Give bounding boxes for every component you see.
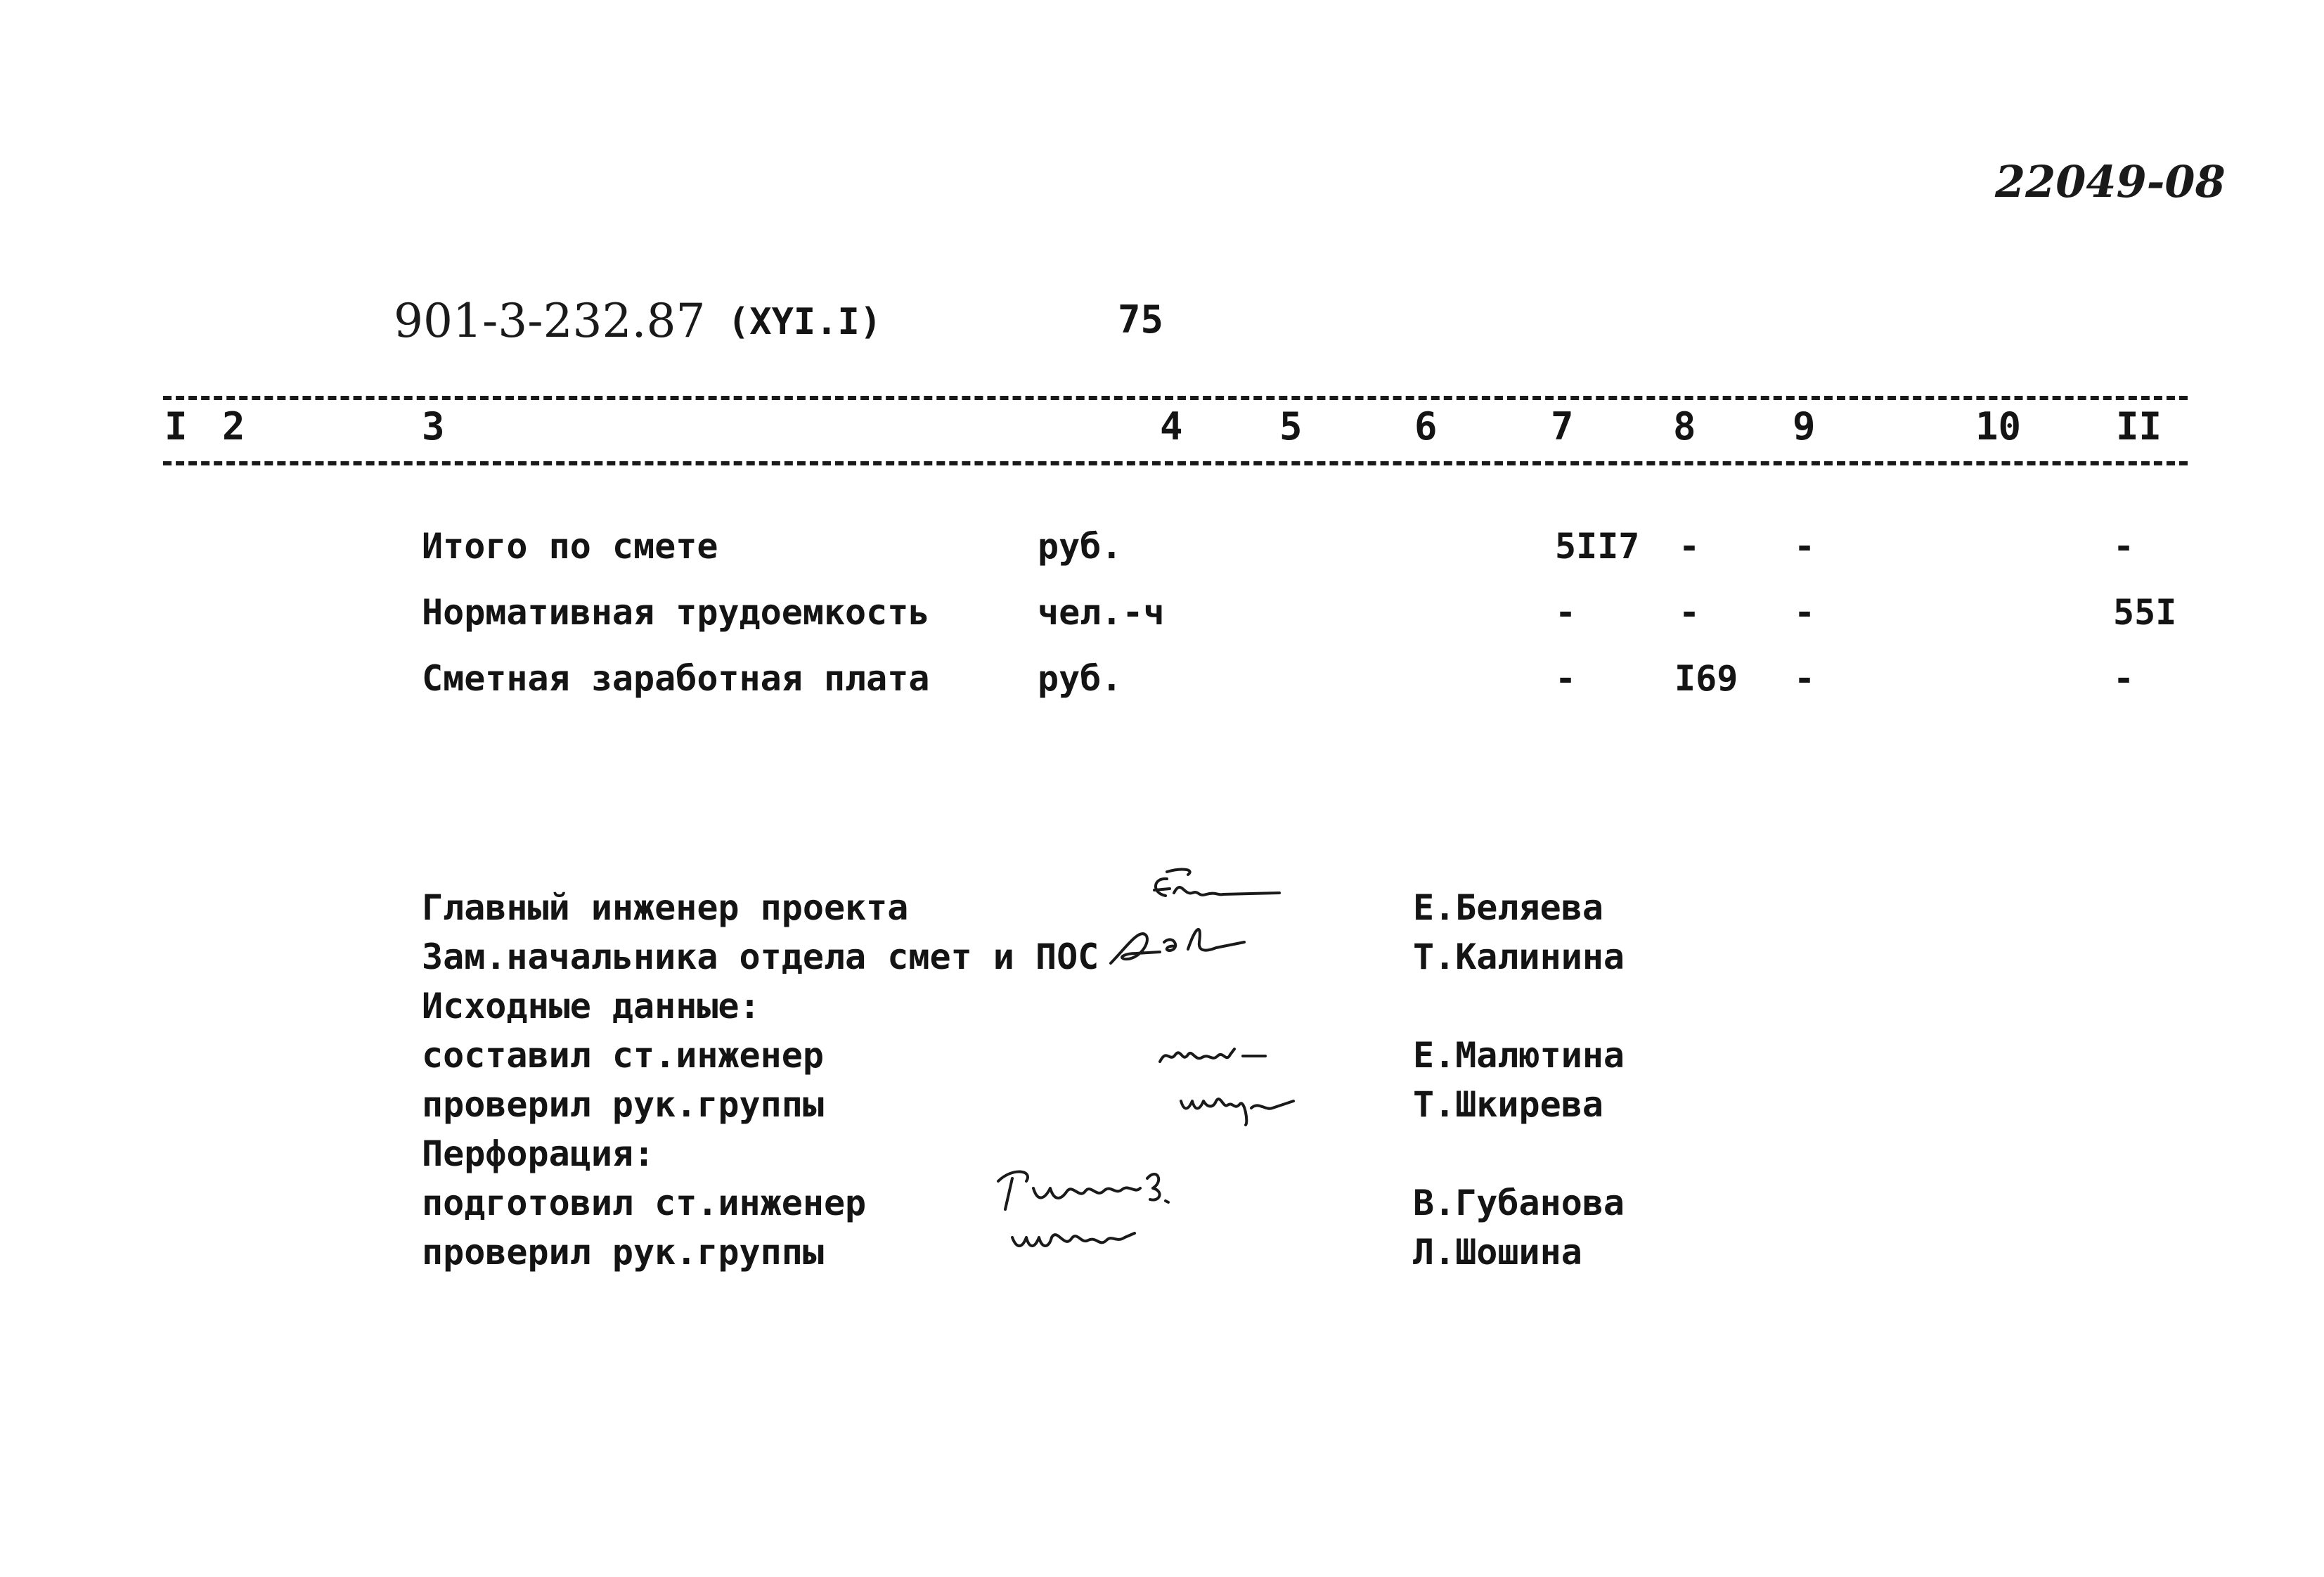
row-cell-col8: I69 <box>1674 658 1738 699</box>
column-number: I <box>164 404 188 449</box>
signatory-title: Главный инженер проекта <box>422 887 909 928</box>
signatory-name: Т.Калинина <box>1413 936 1625 977</box>
signatory-title: проверил рук.группы <box>422 1232 824 1273</box>
row-cell-col9: - <box>1794 526 1816 567</box>
row-cell-col11: - <box>2113 526 2135 567</box>
signatory-name: Е.Беляева <box>1413 887 1603 928</box>
column-number: 3 <box>422 404 445 449</box>
album-number: (XYI.I) <box>728 301 882 343</box>
row-cell-col8: - <box>1679 592 1700 633</box>
signatory-title: Зам.начальника отдела смет и ПОС <box>422 936 1099 977</box>
row-name: Итого по смете <box>422 526 718 567</box>
signatory-name: Т.Шкирева <box>1413 1084 1603 1125</box>
signatory-name: В.Губанова <box>1413 1183 1625 1223</box>
column-number: 2 <box>222 404 245 449</box>
project-code: 901-3-232.87 <box>394 294 706 348</box>
row-cell-col9: - <box>1794 592 1816 633</box>
column-number: 4 <box>1160 404 1183 449</box>
row-unit: руб. <box>1038 658 1123 699</box>
signature-deputy-head <box>1097 914 1258 977</box>
section-heading: Исходные данные: <box>422 986 761 1026</box>
row-unit: чел.-ч <box>1038 592 1165 633</box>
column-number: 10 <box>1975 404 2022 449</box>
column-number: II <box>2116 404 2162 449</box>
row-cell-col7: - <box>1555 592 1577 633</box>
signatory-title: составил ст.инженер <box>422 1035 824 1076</box>
signatory-name: Е.Малютина <box>1413 1035 1625 1076</box>
column-number: 6 <box>1414 404 1438 449</box>
row-unit: руб. <box>1038 526 1123 567</box>
column-number: 7 <box>1551 404 1574 449</box>
row-cell-col7: - <box>1555 658 1577 699</box>
row-cell-col11: 55I <box>2113 592 2177 633</box>
row-name: Сметная заработная плата <box>422 658 930 699</box>
signatory-title: проверил рук.группы <box>422 1084 824 1125</box>
signatory-title: подготовил ст.инженер <box>422 1183 867 1223</box>
archive-number: 22049-08 <box>1995 156 2226 207</box>
row-cell-col11: - <box>2113 658 2135 699</box>
table-header-top-rule <box>163 396 2188 400</box>
row-cell-col9: - <box>1794 658 1816 699</box>
signature-prepared <box>984 1160 1209 1266</box>
column-number: 5 <box>1279 404 1303 449</box>
signatory-name: Л.Шошина <box>1413 1232 1582 1273</box>
row-name: Нормативная трудоемкость <box>422 592 930 633</box>
section-heading: Перфорация: <box>422 1133 655 1174</box>
table-header-bottom-rule <box>163 461 2188 465</box>
column-number: 8 <box>1673 404 1696 449</box>
row-cell-col8: - <box>1679 526 1700 567</box>
page-number: 75 <box>1118 297 1164 342</box>
signature-checked-1 <box>1174 1080 1300 1129</box>
signature-compiled <box>1153 1034 1279 1076</box>
column-number: 9 <box>1793 404 1816 449</box>
signature-chief-engineer <box>1139 865 1293 921</box>
row-cell-col7: 5II7 <box>1555 526 1640 567</box>
